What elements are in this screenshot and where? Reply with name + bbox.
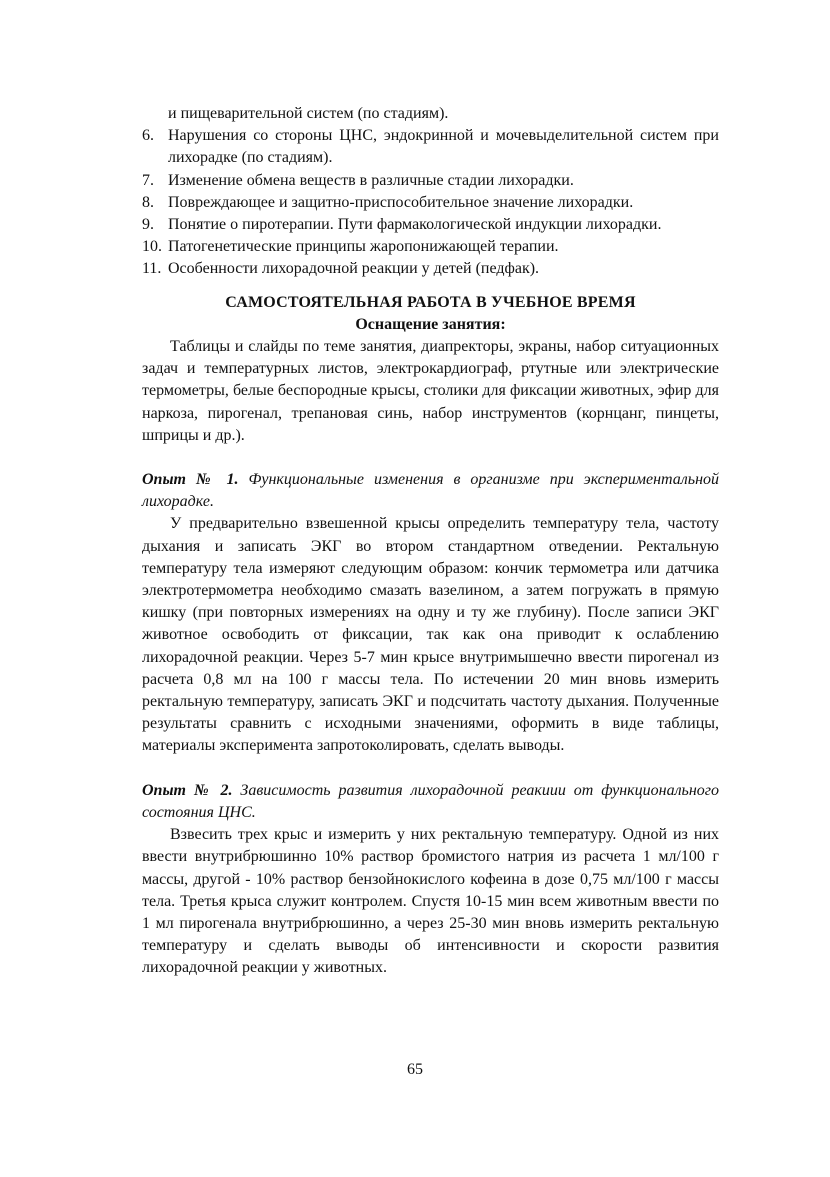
page-content bbox=[142, 103, 719, 980]
list-item-number: 11. bbox=[142, 260, 162, 278]
list-item-text: Повреждающее и защитно-приспособительное значение лихорадки. bbox=[168, 193, 634, 211]
list-item-text: Понятие о пиротерапии. Пути фармакологической индукции лихорадки. bbox=[168, 216, 662, 234]
list-item-number: 9. bbox=[142, 216, 154, 234]
experiment-1-title bbox=[142, 469, 719, 513]
equipment-paragraph: Таблицы и слайды по теме занятия, диапректоры, экраны, набор ситуационных задач и температурных листов, электрокардиограф, ртутные или электрические термометры, белые беспородные крысы, столики для фиксации животных, эфир для наркоза, пирогенал, трепановая синь, набор инструментов (корнцанг, пинцеты, шприцы и др.). bbox=[142, 338, 719, 444]
equipment-subheading: Оснащение занятия: bbox=[355, 315, 506, 333]
question-list bbox=[142, 125, 719, 280]
list-item bbox=[142, 258, 719, 280]
list-item bbox=[142, 236, 719, 258]
experiment-1-paragraph: У предварительно взвешенной крысы определить температуру тела, частоту дыхания и записать ЭКГ во втором стандартном отведении. Ректальную температуру тела измеряют следующим образом: кончик термометра или датчика электротермометра необходимо смазать вазелином, а затем погружать в прямую кишку (при повторных измерениях на одну и ту же глубину). После записи ЭКГ животное освободить от фиксации, так как она приводит к ослаблению лихорадочной реакции. Через 5-7 мин крысе внутримышечно ввести пирогенал из расчета 0,8 мл на 100 г массы тела. По истечении 20 мин вновь измерить ректальную температуру, записать ЭКГ и подсчитать частоту дыхания. Полученные результаты сравнить с исходными значениями, оформить в виде таблицы, материалы эксперимента запротоколировать, сделать выводы. bbox=[142, 515, 719, 755]
experiment-2-label: Опыт № 2. bbox=[142, 781, 233, 799]
list-item-continuation: и пищеварительной систем (по стадиям). bbox=[168, 105, 449, 122]
page-number: 65 bbox=[407, 1061, 423, 1078]
list-item-text: Изменение обмена веществ в различные стадии лихорадки. bbox=[168, 171, 574, 189]
experiment-1-title-text: Функциональные изменения в организме при экспериментальной лихорадке. bbox=[142, 471, 719, 511]
list-item-number: 7. bbox=[142, 171, 154, 189]
list-item-number: 8. bbox=[142, 193, 154, 211]
experiment-1-label: Опыт № 1. bbox=[142, 471, 239, 489]
experiment-2-title-text: Зависимость развития лихорадочной реакиии от функционального состояния ЦНС. bbox=[142, 781, 720, 821]
list-item-number: 6. bbox=[142, 127, 154, 145]
list-item-text: Патогенетические принципы жаропонижающей терапии. bbox=[168, 238, 559, 256]
section-heading: САМОСТОЯТЕЛЬНАЯ РАБОТА В УЧЕБНОЕ ВРЕМЯ bbox=[225, 293, 636, 311]
list-item bbox=[142, 170, 719, 192]
list-item bbox=[142, 192, 719, 214]
list-item-text: Особенности лихорадочной реакции у детей (педфак). bbox=[168, 260, 540, 278]
experiment-2-paragraph: Взвесить трех крыс и измерить у них ректальную температуру. Одной из них ввести внутрибрюшинно 10% раствор бромистого натрия из расчета 1 мл/100 г массы, другой - 10% раствор бензойнокислого кофеина в дозе 0,75 мл/100 г массы тела. Третья крыса служит контролем. Спустя 10-15 мин всем животным ввести по 1 мл пирогенала внутрибрюшинно, а через 25-30 мин вновь измерить ректальную температуру и сделать выводы об интенсивности и скорости развития лихорадочной реакции у животных. bbox=[142, 826, 719, 977]
list-item bbox=[142, 214, 719, 236]
list-item-number: 10. bbox=[142, 238, 162, 256]
list-item-text: Нарушения со стороны ЦНС, эндокринной и мочевыделительной систем при лихорадке (по стадиям). bbox=[168, 127, 719, 167]
list-item bbox=[142, 125, 719, 169]
experiment-2-title bbox=[142, 780, 719, 824]
